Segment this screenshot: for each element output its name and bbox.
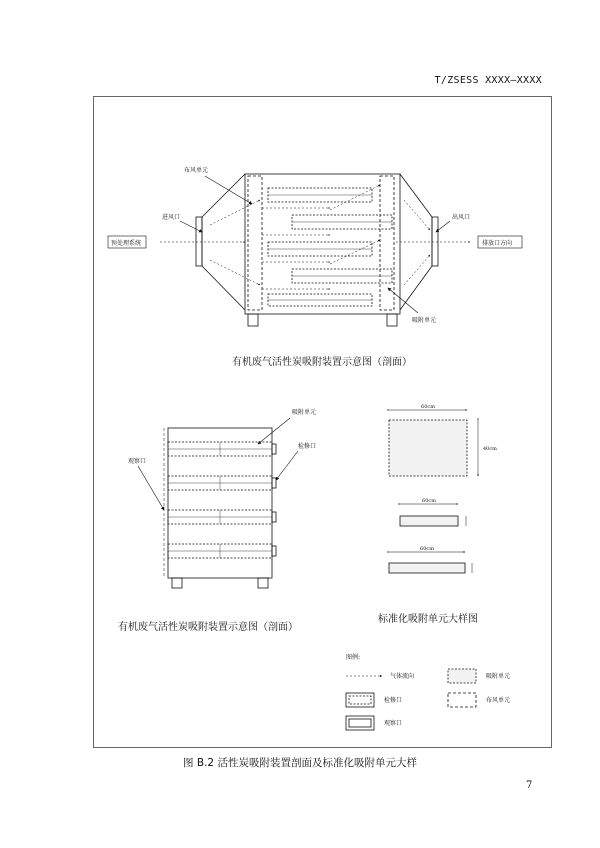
diagram3-caption: 标准化吸附单元大样图 (378, 614, 478, 625)
diagram2-section (138, 418, 298, 588)
housing2-leg-right (258, 578, 268, 588)
label-maintenance-port: 检修口 (298, 443, 317, 450)
standard-code-header: T/ZSESS XXXX—XXXX (434, 75, 542, 86)
legend-adsorption-unit: 吸附单元 (486, 673, 511, 680)
label-outlet: 出风口 (452, 214, 471, 221)
label-adsorption-unit-2: 吸附单元 (292, 409, 317, 416)
diagram1-section (108, 174, 522, 326)
dim-top-width: 60cm (421, 404, 435, 410)
legend-maintenance-port: 检修口 (384, 697, 403, 704)
dim-bottom-width: 60cm (420, 546, 434, 552)
label-exhaust-direction: 排放口方向 (482, 240, 513, 247)
inlet-flange (196, 217, 202, 266)
unit-medium (400, 516, 458, 526)
label-adsorption-unit-1: 吸附单元 (412, 317, 437, 324)
housing-leg-right (387, 314, 397, 326)
diagram1-caption: 有机废气活性炭吸附装置示意图（剖面） (232, 357, 412, 368)
figure-title: 图 B.2 活性炭吸附装置剖面及标准化吸附单元大样 (183, 757, 417, 769)
distribution-unit-left (248, 176, 262, 310)
distribution-unit-right (380, 176, 394, 310)
label-distribution-unit-1: 布风单元 (184, 167, 209, 174)
diagram2-caption: 有机废气活性炭吸附装置示意图（剖面） (118, 622, 298, 633)
label-inlet: 进风口 (162, 214, 181, 221)
housing-leg-left (248, 314, 258, 326)
legend-title: 图例: (346, 654, 361, 661)
outlet-flange (432, 217, 438, 266)
label-observation-port: 观察口 (128, 458, 147, 465)
legend-distribution-unit: 布风单元 (486, 697, 511, 704)
trays2 (168, 442, 276, 558)
dim-mid-width: 60cm (422, 498, 436, 504)
housing2-leg-left (172, 578, 182, 588)
legend-gas-flow: 气体流向 (390, 673, 415, 680)
page-number: 7 (526, 780, 533, 791)
adsorption-trays (268, 188, 392, 306)
flow-arrows (160, 185, 470, 289)
legend-observation-port: 观察口 (384, 720, 403, 727)
dim-top-height: 40cm (483, 446, 497, 452)
unit-large (389, 420, 467, 476)
label-pretreatment: 预处理系统 (111, 240, 142, 247)
unit-long (389, 563, 465, 573)
